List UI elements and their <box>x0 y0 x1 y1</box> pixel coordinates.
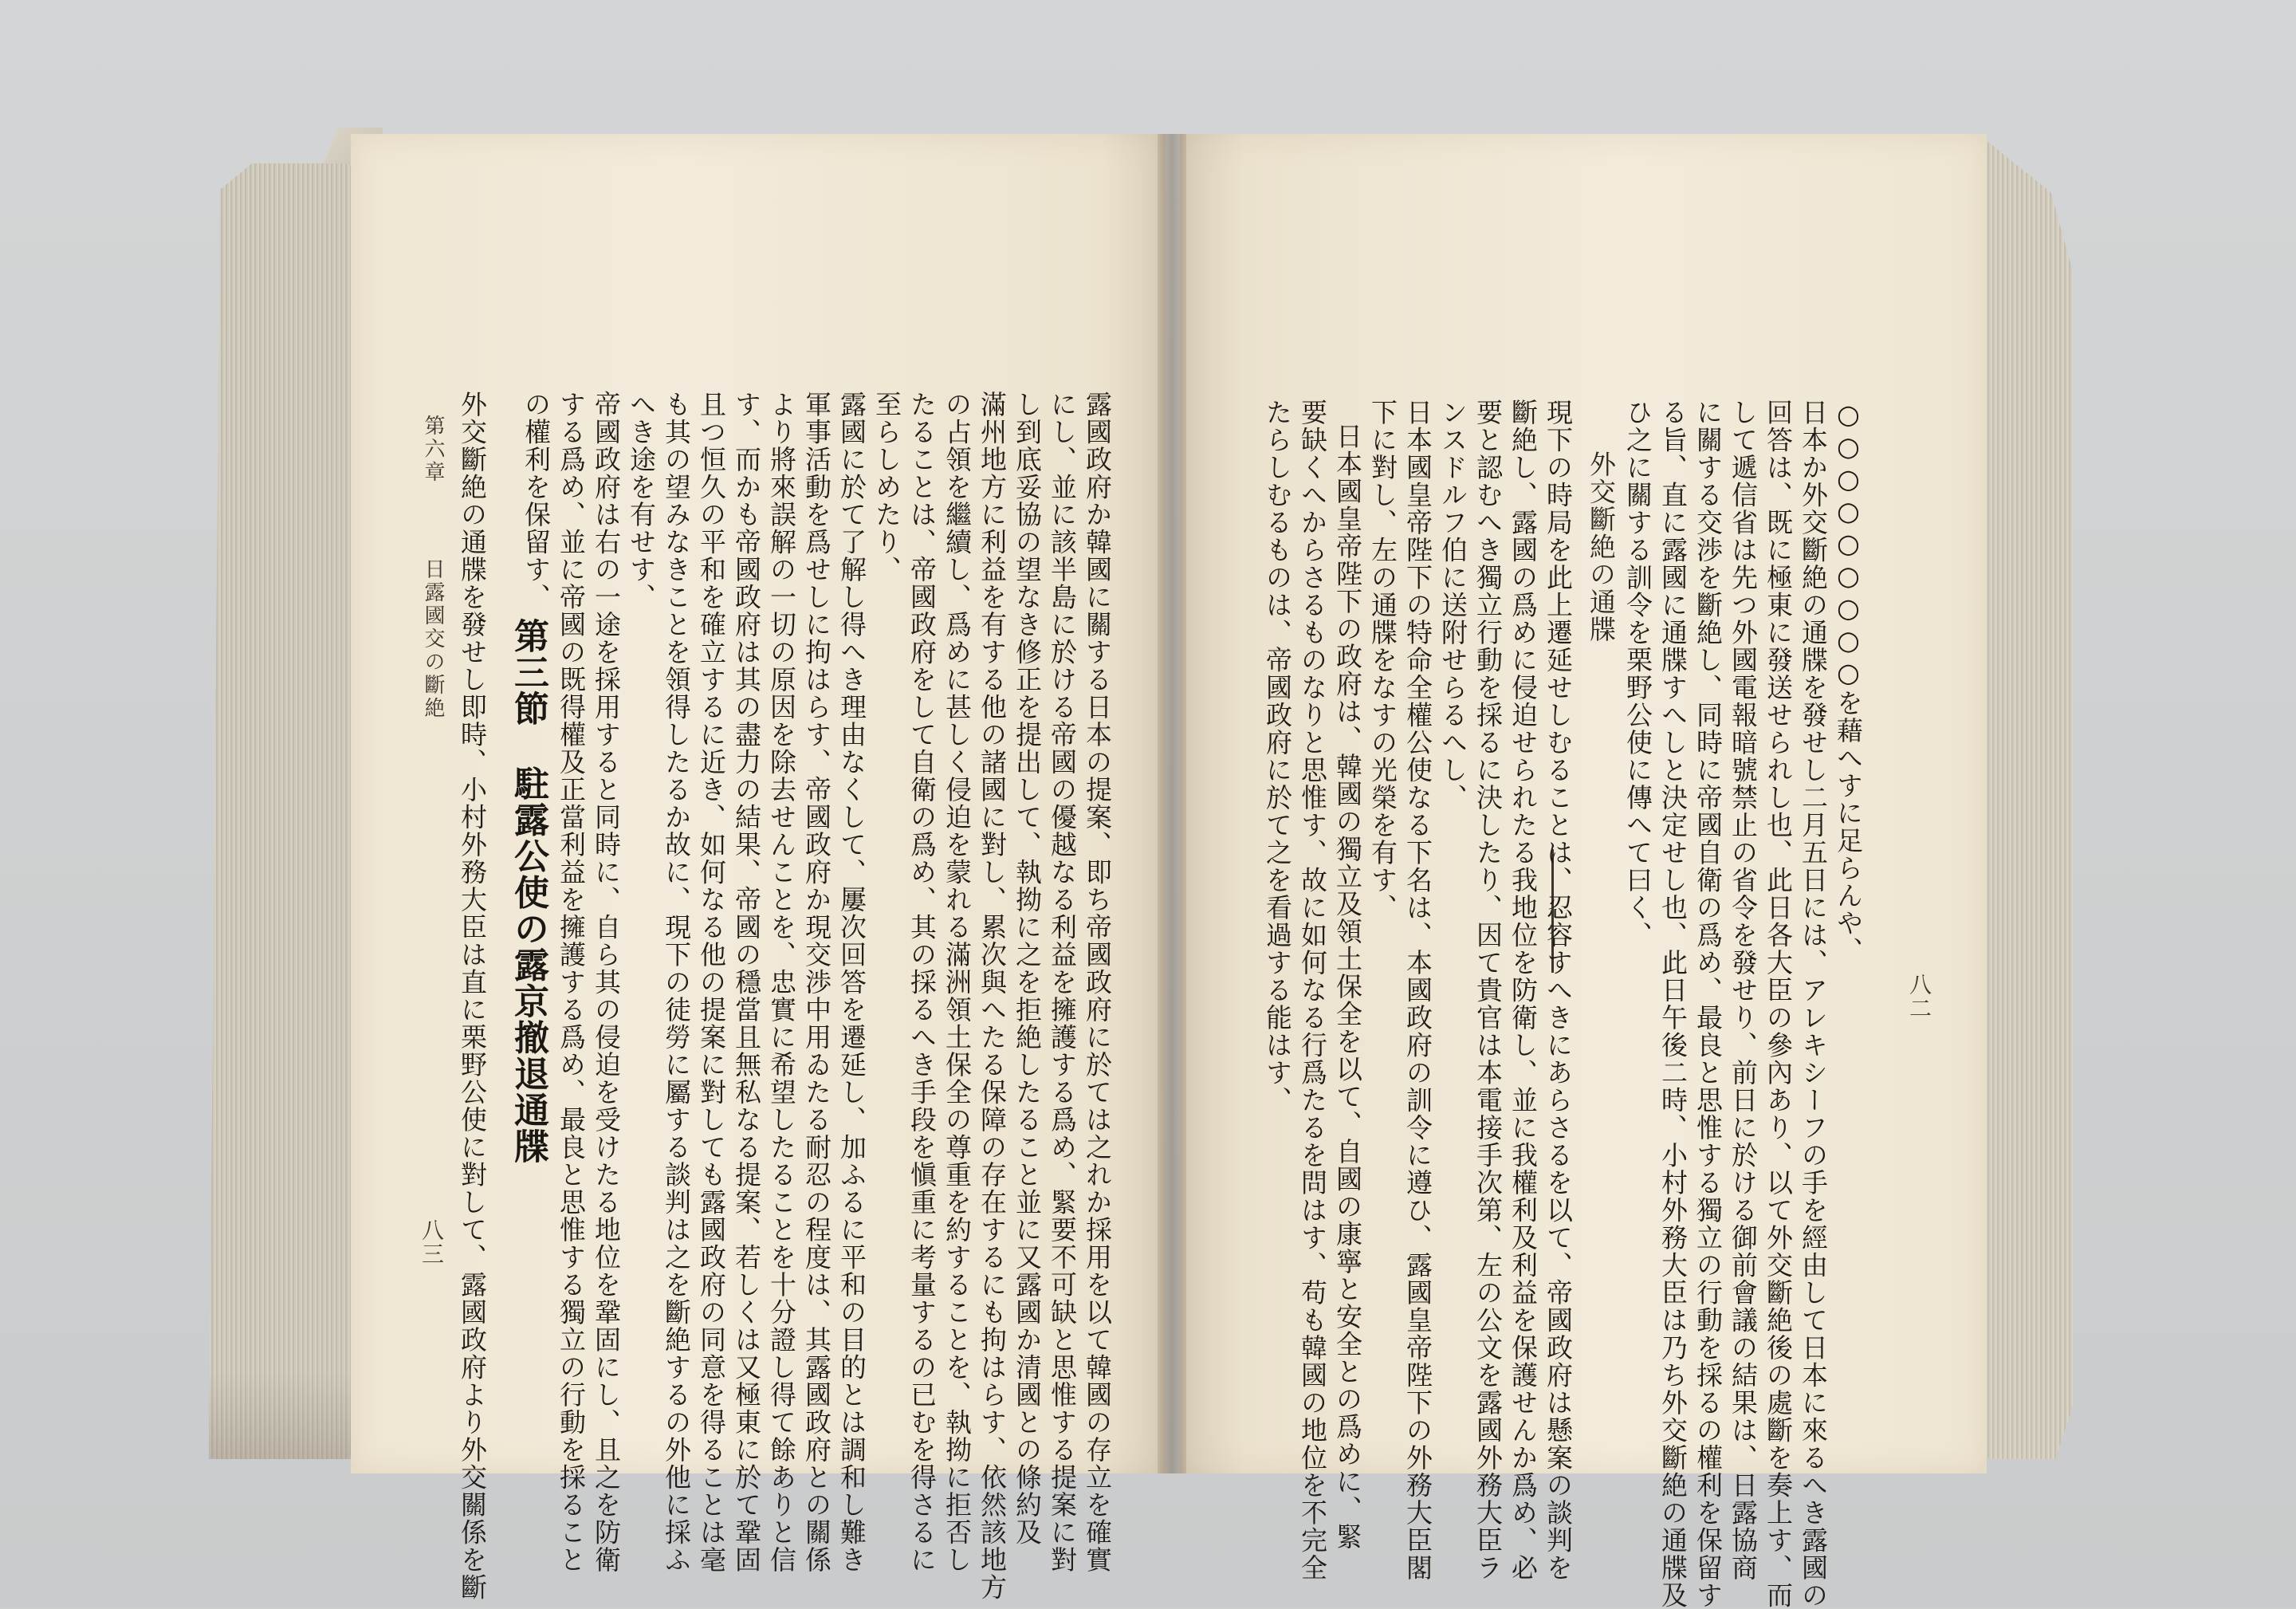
running-head-chapter: 第六章 <box>421 415 445 484</box>
left-col-16: する爲め、並に帝國の既得權及正當利益を擁護する爲め、最良と思惟する獨立の行動を採ること <box>556 391 587 1574</box>
right-col-6: る旨、直に露國に通牒すへしと決定せし也、此日午後二時、小村外務大臣は乃ち外交斷絶の通牒及 <box>1657 399 1689 1609</box>
left-col-3: し到底妥協の望なき修正を提出して、執拗に之を拒絶したること並に又露國か清國との條約及 <box>1012 391 1043 1546</box>
left-col-4: 滿州地方に利益を有する他の諸國に對し、累次與へたる保障の存在するにも拘はらす、依然該地方 <box>977 391 1008 1601</box>
section-title: 駐露公使の露京撤退通牒 <box>508 765 548 1165</box>
right-col-2: 日本か外交斷絶の通牒を發せし二月五日には、アレキシーフの手を經由して日本に來るへき露國の <box>1798 399 1829 1609</box>
left-col-2: にし、並に該半島に於ける帝國の優越なる利益を擁護する爲め、緊要不可缺と思惟する提案に對 <box>1047 391 1078 1574</box>
left-page-stack <box>209 163 352 1459</box>
right-col-1: ○○○○○○○○○を藉へすに足らんや、 <box>1833 399 1864 965</box>
left-page-number: 八三 <box>419 1218 445 1266</box>
right-col-15: 日本國皇帝陛下の政府は、韓國の獨立及領土保全を以て、自國の康寧と安全との爲めに、緊 <box>1332 423 1363 1551</box>
left-col-17: の權利を保留す、 <box>521 391 552 611</box>
left-col-11: す、而かも帝國政府は其の盡力の結果、帝國の穩當且無私なる提案、若しくは又極東に於て鞏固 <box>731 391 762 1574</box>
right-col-9: 現下の時局を此上遷延せしむることは、忍容すへきにあらさるを以て、帝國政府は懸案の談判を <box>1543 399 1574 1582</box>
right-col-7: ひ之に關する訓令を栗野公使に傳へて曰く、 <box>1622 399 1653 949</box>
left-col-12: 且つ恒久の平和を確立するに近き、如何なる他の提案に對しても露國政府の同意を得ることは毫 <box>696 391 727 1574</box>
right-col-17: たらしむるものは、帝國政府に於て之を看過する能はす、 <box>1262 399 1293 1114</box>
left-col-1: 露國政府か韓國に關する日本の提案、即ち帝國政府に於ては之れか採用を以て韓國の存立を確實 <box>1082 391 1113 1574</box>
left-col-6: たることは、帝國政府をして自衛の爲め、其の採るへき手段を愼重に考量するの已むを得さるに <box>906 391 938 1574</box>
left-col-13: も其の望みなきことを領得したるか故に、現下の徒勞に屬する談判は之を斷絶するの外他に採ふ <box>661 391 692 1574</box>
left-col-18: 外交斷絶の通牒を發せし即時、小村外務大臣は直に栗野公使に對して、露國政府より外交關係を斷 <box>457 391 488 1601</box>
right-col-16: 要缺くへからさるものなりと思惟す、故に如何なる行爲たるを問はす、苟も韓國の地位を不完全 <box>1297 399 1328 1582</box>
section-label: 第三節 <box>508 618 548 727</box>
right-page-stack <box>1985 140 2073 1459</box>
left-col-15: 帝國政府は右の一途を採用すると同時に、自ら其の侵迫を受けたる地位を鞏固にし、且之を防衛 <box>591 391 622 1574</box>
left-col-14: へき途を有せす、 <box>626 391 657 611</box>
left-page-stack-shadow <box>209 1371 352 1459</box>
right-col-5: に關する交渉を斷絶し、同時に帝國自衛の爲め、最良と思惟する獨立の行動を採るの權利を保留す <box>1693 399 1724 1609</box>
left-col-9: 軍事活動を爲せしに拘はらす、帝國政府か現交渉中用ゐたる耐忍の程度は、其露國政府との關係 <box>801 391 832 1574</box>
right-col-3: 回答は、既に極東に發送せられし也、此日各大臣の參內あり、以て外交斷絶後の處斷を奏上す、而 <box>1763 399 1794 1609</box>
left-col-5: の占領を繼續し、爲めに甚しく侵迫を蒙れる滿洲領土保全の尊重を約することを、執拗に拒否し <box>942 391 973 1574</box>
right-col-11: 要と認むへき獨立行動を採るに決したり、因て貴官は本電接手次第、左の公文を露國外務大臣ラ <box>1472 399 1504 1582</box>
right-col-4: して遞信省は先つ外國電報暗號禁止の省令を發せり、前日に於ける御前會議の結果は、日露協商 <box>1728 399 1759 1582</box>
left-col-7: 至らしめたり、 <box>871 391 902 584</box>
running-head-title: 日露國交の斷絶 <box>421 558 445 720</box>
left-col-10: より將來誤解の一切の原因を除去せんことを、忠實に希望したることを十分證し得て餘ありと信 <box>766 391 797 1574</box>
right-col-12: ンスドルフ伯に送附せらるへし、 <box>1437 399 1468 812</box>
right-col-10: 斷絶し、露國の爲めに侵迫せられたる我地位を防衛し、並に我權利及利益を保護せんか爲め、必 <box>1508 399 1539 1582</box>
book-gutter <box>1158 134 1186 1473</box>
right-col-13: 日本國皇帝陛下の特命全權公使なる下名は、本國政府の訓令に遵ひ、露國皇帝陛下の外務大臣閣 <box>1402 399 1433 1582</box>
right-col-14: 下に對し、左の通牒をなすの光榮を有す、 <box>1367 399 1398 922</box>
left-col-8: 露國に於て了解し得へき理由なくして、屢次回答を遷延し、加ふるに平和の目的とは調和し難き <box>836 391 867 1574</box>
right-page-number: 八二 <box>1906 973 1932 1021</box>
right-subheading: 外交斷絶の通牒 <box>1586 450 1617 643</box>
